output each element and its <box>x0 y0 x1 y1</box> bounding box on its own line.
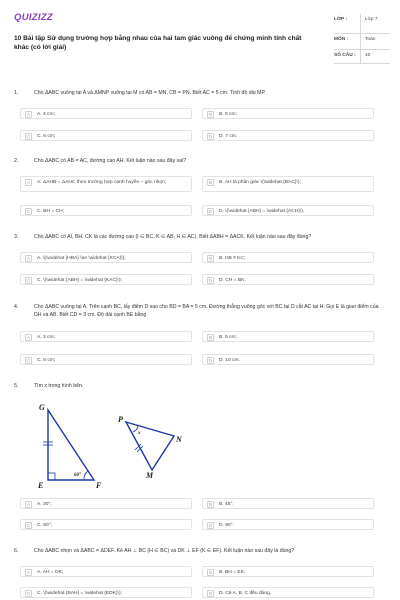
option-letter: C <box>26 358 31 363</box>
meta-row-class <box>334 14 390 34</box>
q5-option-d[interactable] <box>202 519 374 530</box>
option-letter: D <box>208 591 213 596</box>
q4-option-d[interactable] <box>202 354 374 365</box>
option-text: B. HB ≠ KC; <box>219 256 246 261</box>
option-text: A. 4 cm; <box>37 112 55 117</box>
option-text: B. BH = EK; <box>219 570 246 575</box>
q3-option-c[interactable] <box>20 274 192 285</box>
option-letter: B <box>207 569 214 576</box>
option-text: D. Cả A, B, C đều đúng. <box>219 591 272 596</box>
label-e: E <box>38 481 44 490</box>
option-letter: A <box>25 255 32 262</box>
option-text: C. 6 cm; <box>37 134 56 139</box>
quizizz-logo: QUIZIZZ <box>14 12 54 23</box>
option-letter: C <box>26 209 31 214</box>
angle-label-f: 60° <box>74 473 81 478</box>
q6-option-c[interactable] <box>20 587 192 598</box>
label-n: N <box>176 435 182 444</box>
option-letter: B <box>207 334 214 341</box>
option-text: A. \(\widehat {HBA} \ne \widehat {KCA}\); <box>37 256 126 261</box>
angle-arc-f <box>84 471 88 480</box>
option-text: B. 5 cm; <box>219 112 237 117</box>
meta-row-count <box>334 50 390 64</box>
page-title: 10 Bài tập Sử dụng trường hợp bằng nhau của hai tam giác vuông để chứng minh tính chất khác (có lời giải) <box>14 35 302 51</box>
question-text: Cho ΔABC vuông tại A và ΔMNP vuông tại M có AB = MN, CB = PN. Biết AC = 5 cm. Tính độ dài MP. <box>34 90 266 96</box>
q5-option-c[interactable] <box>20 519 192 530</box>
option-letter: B <box>207 255 214 262</box>
option-text: D. 10 cm. <box>219 358 240 363</box>
q4-option-b[interactable] <box>202 331 374 342</box>
option-text: D. 7 cm. <box>219 134 238 139</box>
option-letter: C <box>26 278 31 283</box>
option-text: D. 90°. <box>219 523 235 528</box>
subject-value: Toán <box>360 34 390 49</box>
option-text: C. 60°; <box>37 523 53 528</box>
worksheet-header <box>14 10 390 70</box>
option-letter: B <box>207 111 214 118</box>
triangle-gef <box>48 410 94 480</box>
q6-option-d[interactable] <box>202 587 374 598</box>
question-text: Cho ΔABC có AB = AC, đường cao AH. Kết luận nào sau đây sai? <box>34 158 187 164</box>
option-text: B. 5 cm; <box>219 335 237 340</box>
q1-option-a[interactable] <box>20 108 192 119</box>
q4-option-c[interactable] <box>20 354 192 365</box>
option-letter: D <box>208 523 213 528</box>
triangle-figure <box>34 400 204 490</box>
right-angle-mark-e <box>48 473 55 480</box>
triangle-pnm <box>126 422 174 470</box>
option-letter: D <box>208 134 213 139</box>
class-label: LỚP : <box>334 17 348 22</box>
option-letter: D <box>208 358 213 363</box>
q1-option-d[interactable] <box>202 130 374 141</box>
question-text: Cho ΔABC có AI, BH, CK là các đường cao (I ∈ BC, K ∈ AB, H ∈ AC). Biết ΔABH = ΔACK. Kết luận nào sau đây đúng? <box>34 234 312 240</box>
option-letter: D <box>208 278 213 283</box>
option-text: C. \(\widehat {ABH} = \widehat {KAC}\); <box>37 278 122 283</box>
question-text: Cho ΔABC nhọn và ΔABC = ΔDEF. Kẻ AH ⊥ BC (H ∈ BC) và DK ⊥ EF (K ∈ EF). Kết luận nào sau đây là đúng? <box>34 548 295 554</box>
q5-option-b[interactable] <box>202 498 374 509</box>
option-text: A. 3 cm; <box>37 335 55 340</box>
q1-option-c[interactable] <box>20 130 192 141</box>
q6-option-a[interactable] <box>20 566 192 577</box>
question-number: 2. <box>14 158 19 164</box>
meta-table <box>334 14 390 64</box>
option-text: A. 30°; <box>37 502 52 507</box>
option-letter: C <box>26 134 31 139</box>
meta-row-subject <box>334 34 390 50</box>
option-letter: B <box>207 179 214 186</box>
question-number: 1. <box>14 90 19 96</box>
option-text: C. \(\widehat {BAH} = \widehat {EDK}\); <box>37 591 122 596</box>
label-m: M <box>146 471 154 480</box>
question-text: Cho ΔABC vuông tại A. Trên cạnh BC, lấy điểm D sao cho BD = BA = 5 cm. Đường thẳng vuông góc với BC tại D cắt AC tại H. Gọi E là giao điểm của DH và AB. Biết CD = 3 cm. Độ dài cạnh BE bằng <box>34 304 379 318</box>
option-letter: A <box>25 501 32 508</box>
subject-label: MÔN : <box>334 37 349 42</box>
option-letter: A <box>25 569 32 576</box>
option-letter: B <box>207 501 214 508</box>
option-text: D. \(\widehat {ABH} = \widehat {ACH}\). <box>219 209 305 214</box>
option-text: B. 45°; <box>219 502 234 507</box>
option-letter: A <box>25 111 32 118</box>
q2-option-c[interactable] <box>20 205 192 216</box>
option-letter: A <box>25 179 32 186</box>
q3-option-a[interactable] <box>20 252 192 263</box>
q2-option-a[interactable] <box>20 176 192 192</box>
question-text: Tìm x trong hình bên. <box>34 383 84 389</box>
count-value: 10 <box>360 50 390 63</box>
option-text: A. ΔAHB = ΔAHC theo trường hợp cạnh huyền – góc nhọn; <box>37 180 167 185</box>
option-letter: C <box>26 523 31 528</box>
q2-option-b[interactable] <box>202 176 374 192</box>
q4-option-a[interactable] <box>20 331 192 342</box>
label-f: F <box>96 481 102 490</box>
option-letter: D <box>208 209 213 214</box>
option-letter: A <box>25 334 32 341</box>
class-value: Lớp 7 <box>360 14 390 33</box>
option-text: C. 8 cm; <box>37 358 56 363</box>
question-number: 3. <box>14 234 19 240</box>
q5-option-a[interactable] <box>20 498 192 509</box>
label-x: x <box>138 431 141 436</box>
q1-option-b[interactable] <box>202 108 374 119</box>
option-text: C. BH = CH; <box>37 209 65 214</box>
q6-option-b[interactable] <box>202 566 374 577</box>
option-text: A. AH = DK; <box>37 570 64 575</box>
label-g: G <box>39 403 45 412</box>
q3-option-d[interactable] <box>202 274 374 285</box>
option-text: D. CH = BK. <box>219 278 246 283</box>
option-letter: C <box>26 591 31 596</box>
label-p: P <box>118 415 123 424</box>
q3-option-b[interactable] <box>202 252 374 263</box>
q2-option-d[interactable] <box>202 205 374 216</box>
question-number: 6. <box>14 548 19 554</box>
count-label: SỐ CÂU : <box>334 53 356 58</box>
option-text: B. AH là phân giác \(\widehat {BAC}\); <box>219 180 301 185</box>
question-number: 4. <box>14 304 19 310</box>
question-number: 5. <box>14 383 19 389</box>
